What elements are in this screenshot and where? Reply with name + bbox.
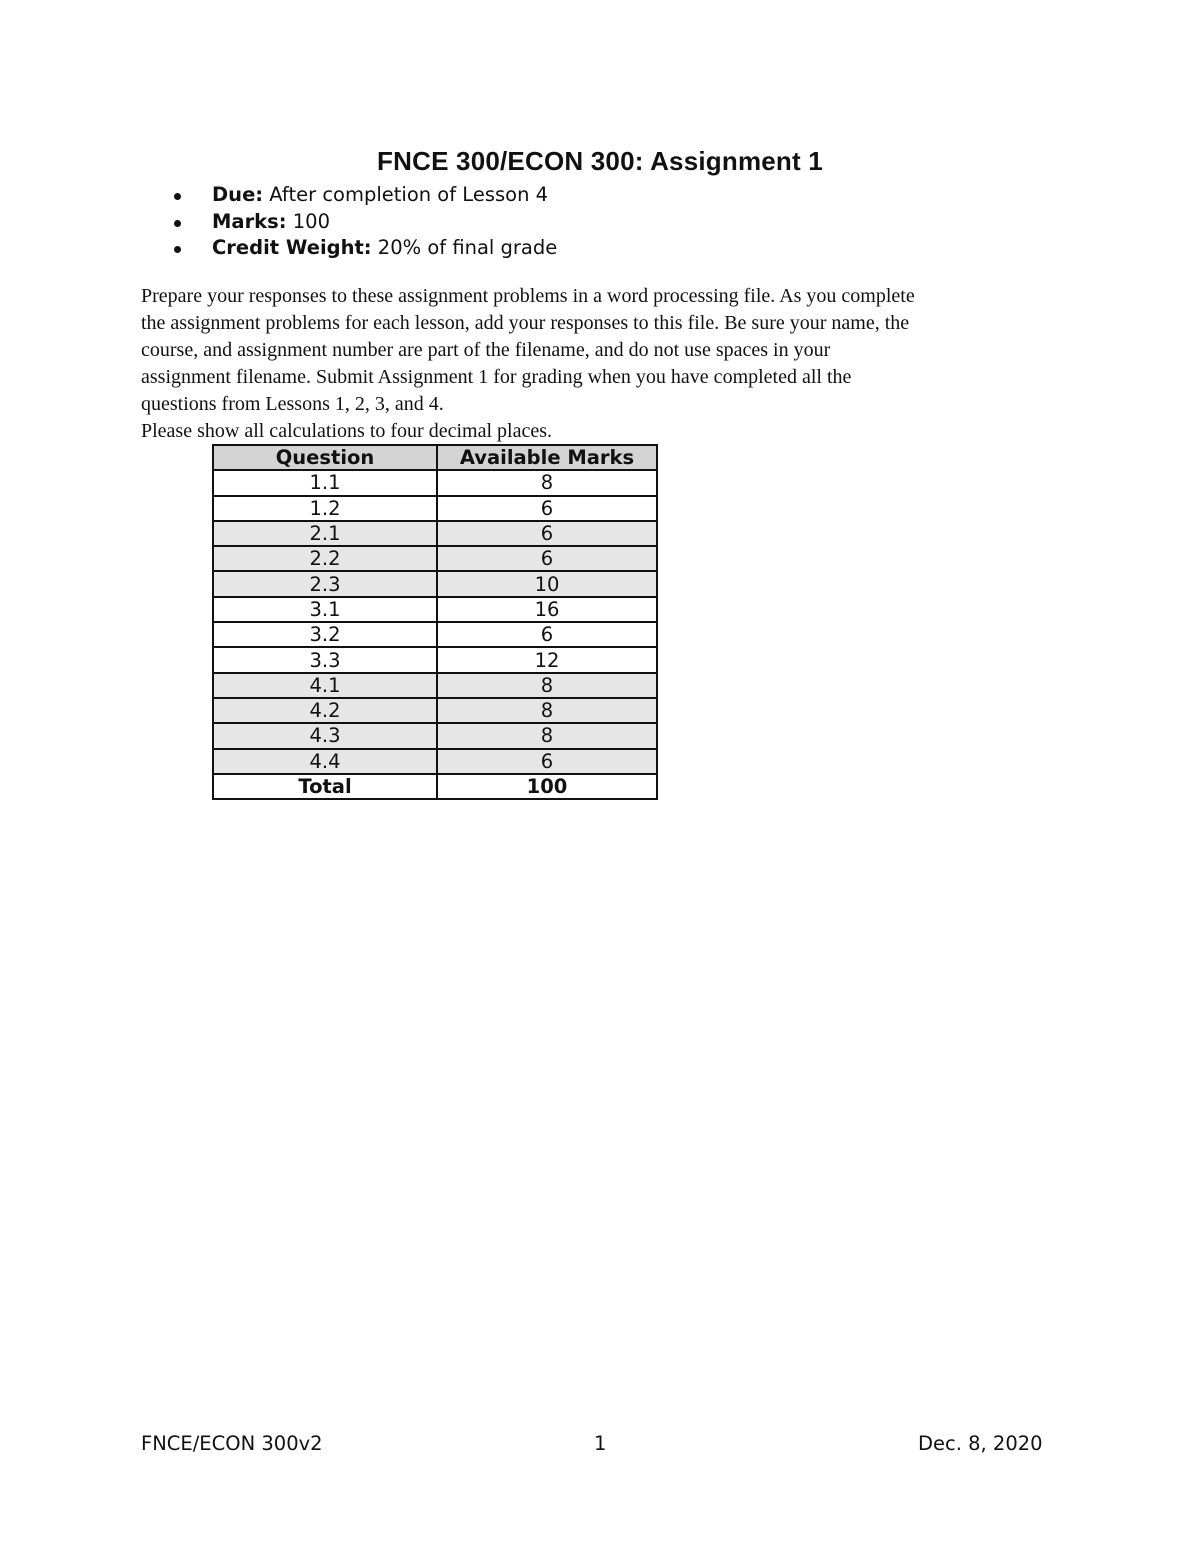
- marks-table-body: [213, 470, 657, 799]
- footer-date: Dec. 8, 2020: [918, 1432, 1043, 1455]
- instructions-paragraph: [141, 283, 1071, 445]
- instructions-line: assignment filename. Submit Assignment 1 for grading when you have completed all the: [141, 366, 852, 388]
- total-row: [213, 774, 657, 799]
- question-cell: 2.2: [213, 546, 437, 571]
- instructions-text: [141, 283, 1071, 418]
- table-row: [213, 546, 657, 571]
- question-cell: 3.2: [213, 622, 437, 647]
- table-row: [213, 749, 657, 774]
- marks-cell: 6: [437, 496, 657, 521]
- table-row: [213, 647, 657, 672]
- table-row: [213, 597, 657, 622]
- table-row: [213, 723, 657, 748]
- question-cell: 1.1: [213, 470, 437, 495]
- question-cell: 4.1: [213, 673, 437, 698]
- question-cell: 2.3: [213, 571, 437, 596]
- marks-cell: 8: [437, 470, 657, 495]
- total-marks-cell: 100: [437, 774, 657, 799]
- bullet-icon: [174, 246, 181, 253]
- document-title: FNCE 300/ECON 300: Assignment 1: [377, 146, 823, 176]
- footer-course-code: FNCE/ECON 300v2: [141, 1432, 323, 1455]
- question-cell: 3.3: [213, 647, 437, 672]
- question-cell: 4.4: [213, 749, 437, 774]
- calculation-note: Please show all calculations to four decimal places.: [141, 420, 552, 442]
- detail-marks: [172, 209, 557, 236]
- marks-cell: 8: [437, 698, 657, 723]
- table-row: [213, 571, 657, 596]
- detail-value: After completion of Lesson 4: [263, 183, 549, 206]
- question-cell: 3.1: [213, 597, 437, 622]
- question-cell: 1.2: [213, 496, 437, 521]
- detail-label: Credit Weight:: [212, 236, 372, 259]
- table-row: [213, 673, 657, 698]
- total-label-cell: Total: [213, 774, 437, 799]
- instructions-line: course, and assignment number are part of the filename, and do not use spaces in your: [141, 339, 831, 361]
- marks-cell: 8: [437, 673, 657, 698]
- detail-value: 100: [286, 209, 330, 233]
- detail-due: [172, 182, 557, 209]
- question-cell: 2.1: [213, 521, 437, 546]
- column-header-question: Question: [213, 445, 437, 470]
- marks-cell: 6: [437, 521, 657, 546]
- marks-cell: 12: [437, 647, 657, 672]
- marks-cell: 8: [437, 723, 657, 748]
- table-row: [213, 470, 657, 495]
- instructions-line: questions from Lessons 1, 2, 3, and 4.: [141, 393, 444, 415]
- table-header-row: [213, 445, 657, 470]
- marks-cell: 10: [437, 571, 657, 596]
- detail-label: Marks:: [212, 209, 287, 233]
- table-row: [213, 521, 657, 546]
- marks-table: [212, 444, 658, 800]
- marks-cell: 6: [437, 622, 657, 647]
- detail-credit-weight: [172, 235, 557, 262]
- table-row: [213, 698, 657, 723]
- instructions-line: Prepare your responses to these assignment problems in a word processing file. As you complete: [141, 285, 915, 307]
- table-row: [213, 496, 657, 521]
- marks-cell: 6: [437, 749, 657, 774]
- question-cell: 4.3: [213, 723, 437, 748]
- detail-label: Due:: [212, 183, 264, 206]
- bullet-icon: [174, 193, 181, 200]
- assignment-details-list: [172, 182, 557, 262]
- bullet-icon: [174, 220, 181, 227]
- marks-cell: 16: [437, 597, 657, 622]
- footer-page-number: 1: [594, 1432, 607, 1455]
- column-header-available-marks: Available Marks: [437, 445, 657, 470]
- marks-cell: 6: [437, 546, 657, 571]
- table-row: [213, 622, 657, 647]
- detail-value: 20% of final grade: [371, 236, 558, 259]
- question-cell: 4.2: [213, 698, 437, 723]
- instructions-line: the assignment problems for each lesson, add your responses to this file. Be sure your name, the: [141, 312, 910, 334]
